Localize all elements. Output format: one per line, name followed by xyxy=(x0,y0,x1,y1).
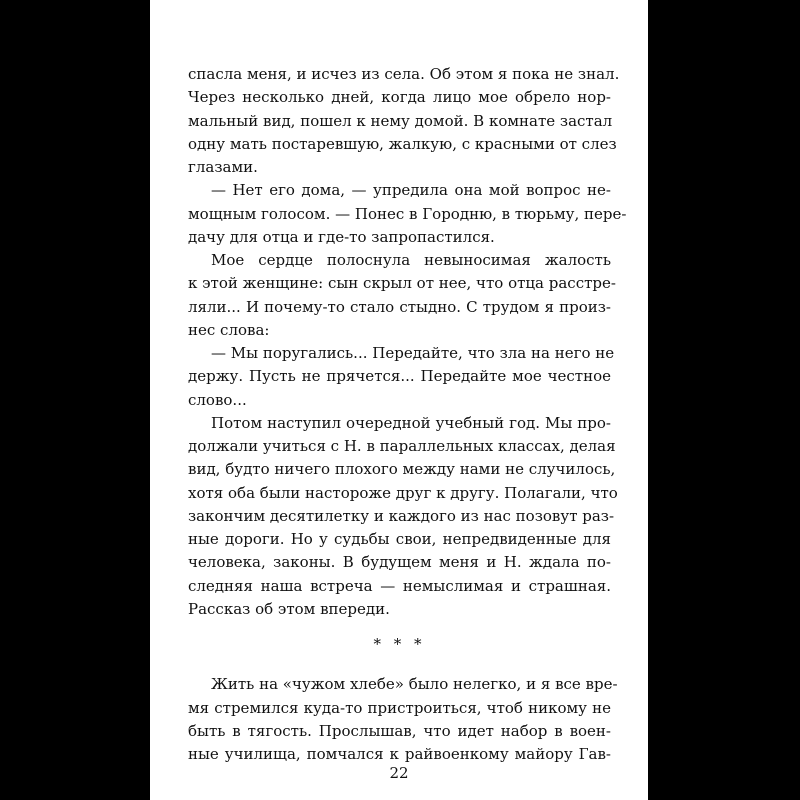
text-line: человека, законы. В будущем меня и Н. ждала по- xyxy=(188,553,611,572)
text-line: слово... xyxy=(188,390,247,409)
text-line: одну мать постаревшую, жалкую, с красными от слез xyxy=(188,134,617,153)
text-line: мощным голосом. — Понес в Городню, в тюрьму, пере- xyxy=(188,204,627,223)
text-line: Потом наступил очередной учебный год. Мы про- xyxy=(211,413,611,432)
text-line: Рассказ об этом впереди. xyxy=(188,599,390,618)
text-line: закончим десятилетку и каждого из нас позовут раз- xyxy=(188,506,615,525)
page-number: 22 xyxy=(389,764,409,782)
text-line: Через несколько дней, когда лицо мое обрело нор- xyxy=(188,88,611,107)
text-line: хотя оба были настороже друг к другу. Полагали, что xyxy=(188,483,618,502)
text-line: Жить на «чужом хлебе» было нелегко, и я все вре- xyxy=(211,675,618,694)
text-line: ные училища, помчался к райвоенкому майору Гав- xyxy=(188,745,611,763)
text-line: глазами. xyxy=(188,158,258,176)
section-separator: * * * xyxy=(373,635,426,653)
text-line: дачу для отца и где-то запропастился. xyxy=(188,227,495,246)
page-text xyxy=(188,63,627,766)
text-line: спасла меня, и исчез из села. Об этом я пока не знал. xyxy=(188,65,620,83)
text-line: — Мы поругались... Передайте, что зла на него не xyxy=(211,344,615,362)
text-line: держу. Пусть не прячется... Передайте мое честное xyxy=(188,367,611,386)
text-line: вид, будто ничего плохого между нами не случилось, xyxy=(188,460,616,479)
text-line: мальный вид, пошел к нему домой. В комнате застал xyxy=(188,111,613,130)
text-line: Мое сердце полоснула невыносимая жалость xyxy=(211,251,611,269)
text-line: следняя наша встреча — немыслимая и страшная. xyxy=(188,576,611,595)
text-line: — Нет его дома, — упредила она мой вопрос не- xyxy=(211,181,611,200)
text-line: ные дороги. Но у судьбы свои, непредвиденные для xyxy=(188,530,611,548)
text-line: быть в тягость. Прослышав, что идет набор в воен- xyxy=(188,721,611,740)
text-line: нес слова: xyxy=(188,320,270,339)
book-page xyxy=(150,0,648,800)
text-line: мя стремился куда-то пристроиться, чтоб никому не xyxy=(188,698,611,717)
text-line: должали учиться с Н. в параллельных классах, делая xyxy=(188,437,616,455)
text-line: к этой женщине: сын скрыл от нее, что отца расстре- xyxy=(188,274,616,293)
text-line: ляли... И почему-то стало стыдно. С трудом я произ- xyxy=(188,297,611,316)
